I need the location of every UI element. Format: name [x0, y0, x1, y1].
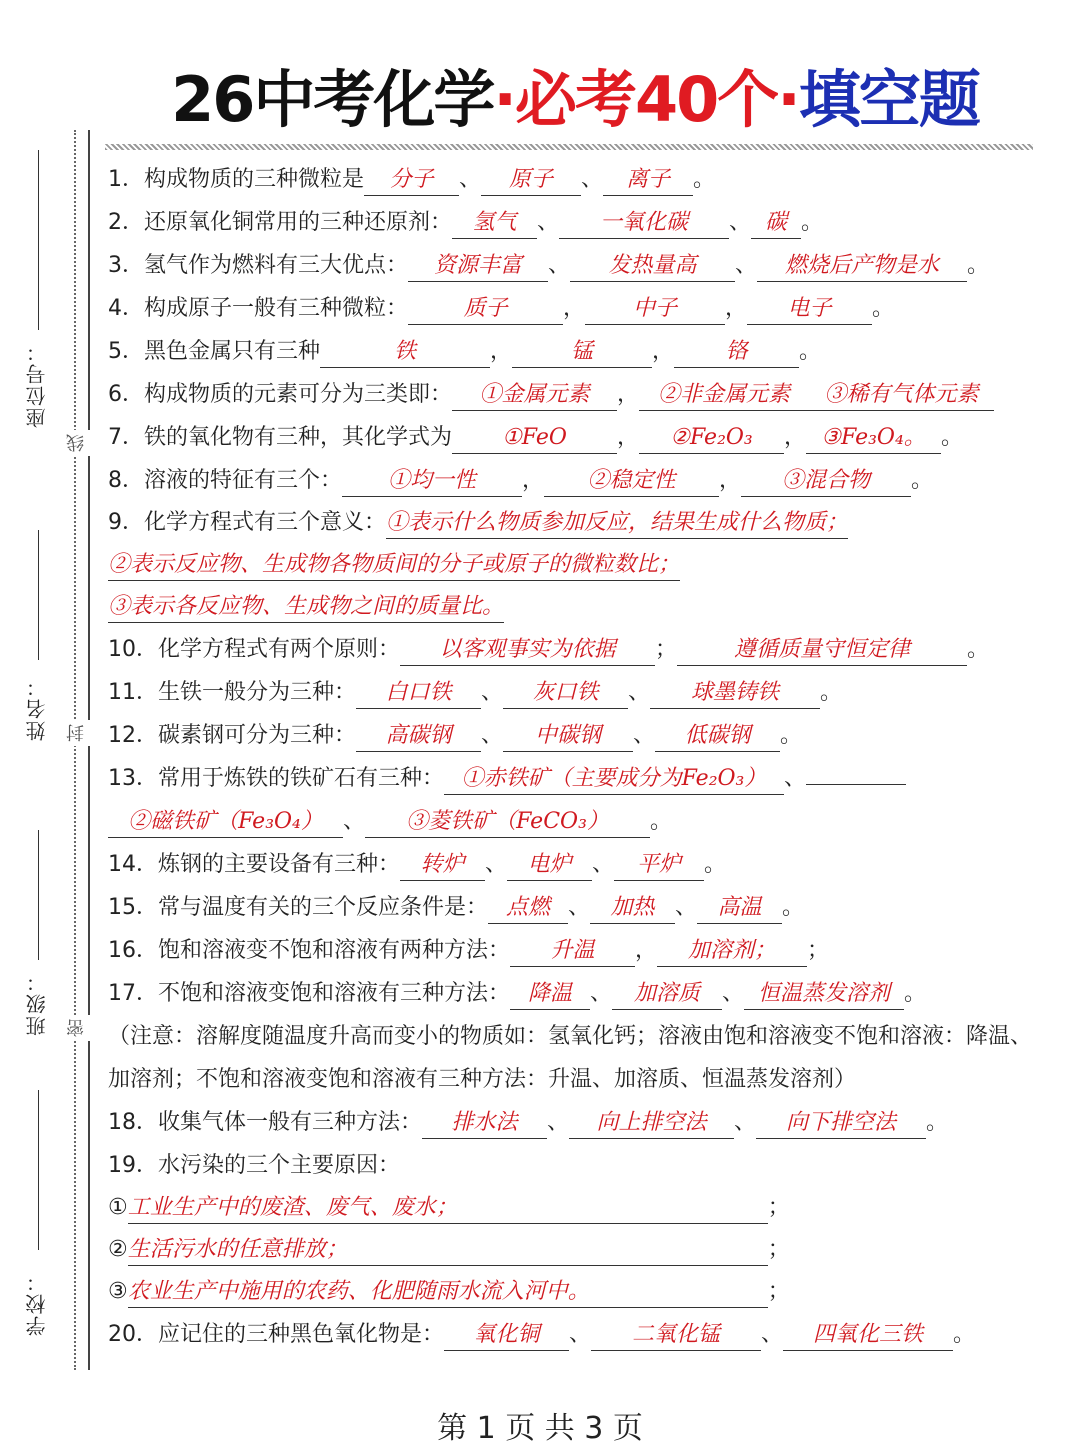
- question-10: 10．化学方程式有两个原则： 以客观事实为依据 ； 遵循质量守恒定律 。: [108, 628, 1038, 671]
- class-label: 班级：: [25, 970, 49, 1036]
- name-blank: [38, 530, 39, 660]
- answer: ②稳定性: [544, 466, 719, 497]
- answer: 白口铁: [356, 678, 481, 709]
- answer: 发热量高: [570, 251, 735, 282]
- answer: 灰口铁: [503, 678, 628, 709]
- answer: 工业生产中的废渣、废气、废水；: [128, 1193, 768, 1224]
- question-13: 13．常用于炼铁的铁矿石有三种： ①赤铁矿（主要成分为Fe₂O₃） 、: [108, 757, 1038, 800]
- question-20: 20．应记住的三种黑色氧化物是： 氧化铜 、 二氧化锰 、 四氧化三铁 。: [108, 1313, 1038, 1356]
- answer: 加热: [590, 893, 675, 924]
- question-19-item-1: ①工业生产中的废渣、废气、废水； ；: [108, 1187, 1038, 1229]
- answer: 加溶剂；: [657, 936, 807, 967]
- answer: 一氧化碳: [559, 208, 729, 239]
- school-label: 学校：: [25, 1270, 49, 1336]
- answer: 中子: [585, 294, 725, 325]
- answer: 铬: [674, 337, 799, 368]
- title-part1: 26中考化学: [171, 63, 494, 136]
- answer: 资源丰富: [408, 251, 548, 282]
- answer: ①表示什么物质参加反应，结果生成什么物质；: [386, 508, 848, 539]
- answer: ③表示各反应物、生成物之间的质量比。: [108, 592, 504, 623]
- answer: 恒温蒸发溶剂: [744, 979, 904, 1010]
- answer: ①金属元素: [452, 380, 617, 411]
- question-8: 8．溶液的特征有三个： ①均一性 ， ②稳定性 ， ③混合物 。: [108, 459, 1038, 502]
- name-label: 姓名：: [25, 675, 49, 741]
- answer: 质子: [408, 294, 563, 325]
- answer: 转炉: [400, 850, 485, 881]
- title-dot2: ·: [777, 63, 799, 136]
- answer: 高碳钢: [356, 721, 481, 752]
- answer: 电炉: [507, 850, 592, 881]
- binding-margin: [0, 130, 100, 1370]
- title-part3: 填空题: [798, 63, 979, 136]
- answer: 生活污水的任意排放；: [128, 1235, 768, 1266]
- question-4: 4．构成原子一般有三种微粒： 质子 ， 中子 ， 电子 。: [108, 287, 1038, 330]
- question-19-item-3: ③农业生产中施用的农药、化肥随雨水流入河中。 ；: [108, 1271, 1038, 1313]
- page-footer: 第 1 页 共 3 页: [437, 1411, 643, 1446]
- answer: 加溶质: [612, 979, 722, 1010]
- answer: 低碳钢: [655, 721, 780, 752]
- question-11: 11．生铁一般分为三种： 白口铁 、 灰口铁 、 球墨铸铁 。: [108, 671, 1038, 714]
- seal-char-xian: 线: [64, 430, 90, 456]
- answer: 以客观事实为依据: [400, 635, 655, 666]
- answer: 铁: [320, 337, 490, 368]
- title-dot1: ·: [493, 63, 515, 136]
- answer: 电子: [747, 294, 872, 325]
- answer: 中碳钢: [503, 721, 633, 752]
- answer: 燃烧后产物是水: [757, 251, 967, 282]
- question-3: 3．氢气作为燃料有三大优点： 资源丰富 、 发热量高 、 燃烧后产物是水 。: [108, 244, 1038, 287]
- question-16: 16．饱和溶液变不饱和溶液有两种方法： 升温 ， 加溶剂； ；: [108, 929, 1038, 972]
- answer: ③稀有气体元素: [809, 380, 994, 411]
- answer: 氢气: [452, 208, 537, 239]
- answer: ③混合物: [741, 466, 911, 497]
- question-6: 6．构成物质的元素可分为三类即： ①金属元素 ， ②非金属元素 ③稀有气体元素: [108, 373, 1038, 416]
- answer: 点燃: [488, 893, 568, 924]
- answer: ②Fe₂O₃: [639, 423, 784, 454]
- question-15: 15．常与温度有关的三个反应条件是： 点燃 、 加热 、 高温 。: [108, 886, 1038, 929]
- answer: ①赤铁矿（主要成分为Fe₂O₃）: [444, 764, 784, 795]
- answer: 离子: [603, 165, 693, 196]
- seat-label: 座位号：: [25, 340, 49, 428]
- answer: ②磁铁矿（Fe₃O₄）: [108, 807, 343, 838]
- class-blank: [38, 830, 39, 960]
- answer: 升温: [510, 936, 635, 967]
- answer: 锰: [512, 337, 652, 368]
- question-5: 5．黑色金属只有三种 铁 ， 锰 ， 铬 。: [108, 330, 1038, 373]
- question-19: 19．水污染的三个主要原因：: [108, 1153, 400, 1178]
- question-9-line-2: [108, 544, 1038, 586]
- answer: ①FeO: [452, 423, 617, 454]
- answer: 遵循质量守恒定律: [677, 635, 967, 666]
- question-14: 14．炼钢的主要设备有三种： 转炉 、 电炉 、 平炉 。: [108, 843, 1038, 886]
- school-blank: [38, 1090, 39, 1250]
- question-9: 9．化学方程式有三个意义：①表示什么物质参加反应，结果生成什么物质；: [108, 502, 1038, 544]
- question-1: 1．构成物质的三种微粒是 分子 、 原子 、 离子 。: [108, 158, 1038, 201]
- title-part2: 必考40个: [514, 63, 778, 136]
- seal-char-mi: 密: [64, 1015, 90, 1041]
- seal-char-feng: 封: [64, 720, 90, 746]
- question-17: 17．不饱和溶液变饱和溶液有三种方法： 降温 、 加溶质 、 恒温蒸发溶剂 。: [108, 972, 1038, 1015]
- blank: [806, 784, 906, 785]
- margin-solid-line: [88, 130, 90, 1370]
- question-19-item-2: ②生活污水的任意排放； ；: [108, 1229, 1038, 1271]
- page-title: [0, 50, 1080, 139]
- answer: ②非金属元素: [639, 380, 809, 411]
- answer: 分子: [364, 165, 459, 196]
- answer: 氧化铜: [444, 1320, 569, 1351]
- answer: 二氧化锰: [591, 1320, 761, 1351]
- question-list: [108, 158, 1038, 1356]
- question-2: 2．还原氧化铜常用的三种还原剂： 氢气 、 一氧化碳 、 碳 。: [108, 201, 1038, 244]
- question-13-line-2: ②磁铁矿（Fe₃O₄） 、 ③菱铁矿（FeCO₃） 。: [108, 800, 1038, 843]
- question-18: 18．收集气体一般有三种方法： 排水法 、 向上排空法 、 向下排空法 。: [108, 1101, 1038, 1144]
- answer: 四氧化三铁: [783, 1320, 953, 1351]
- answer: 向下排空法: [756, 1108, 926, 1139]
- seat-blank: [38, 150, 39, 330]
- answer: 高温: [697, 893, 782, 924]
- answer: 排水法: [422, 1108, 547, 1139]
- answer: 降温: [510, 979, 590, 1010]
- title-divider: [105, 144, 1033, 150]
- answer: 向上排空法: [569, 1108, 734, 1139]
- answer: 原子: [481, 165, 581, 196]
- answer: ③Fe₃O₄。: [806, 423, 941, 454]
- answer: 球墨铸铁: [650, 678, 820, 709]
- answer: ③菱铁矿（FeCO₃）: [365, 807, 650, 838]
- question-9-line-3: [108, 586, 1038, 628]
- answer: ①均一性: [342, 466, 522, 497]
- answer: 碳: [751, 208, 801, 239]
- answer: 平炉: [614, 850, 704, 881]
- question-12: 12．碳素钢可分为三种： 高碳钢 、 中碳钢 、 低碳钢 。: [108, 714, 1038, 757]
- question-7: 7．铁的氧化物有三种，其化学式为 ①FeO ， ②Fe₂O₃ ， ③Fe₃O₄。 。: [108, 416, 1038, 459]
- answer: 农业生产中施用的农药、化肥随雨水流入河中。: [128, 1277, 768, 1308]
- margin-dotted-line: [74, 130, 76, 1370]
- answer: ②表示反应物、生成物各物质间的分子或原子的微粒数比；: [108, 550, 680, 581]
- note-paragraph: （注意：溶解度随温度升高而变小的物质如：氢氧化钙；溶液由饱和溶液变不饱和溶液：降温、加溶剂；不饱和溶液变饱和溶液有三种方法：升温、加溶质、恒温蒸发溶剂）: [108, 1024, 1033, 1092]
